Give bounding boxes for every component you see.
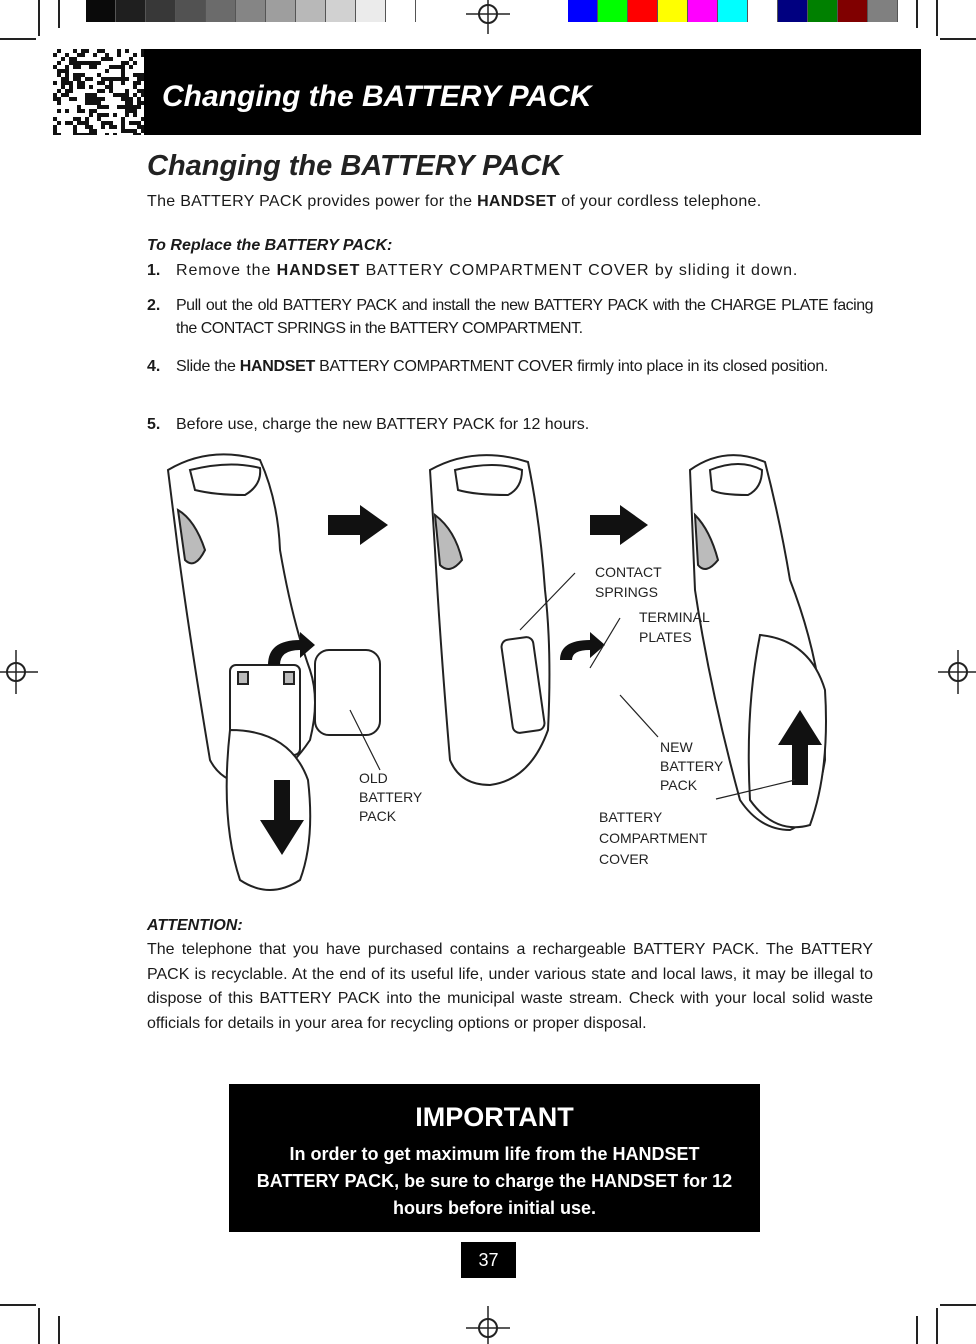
step-number: 2.: [147, 297, 161, 314]
step-number: 4.: [147, 358, 161, 375]
label-contact-springs-1: CONTACT: [595, 564, 662, 580]
step-item: [147, 259, 873, 283]
intro-paragraph: The BATTERY PACK provides power for the HANDSET of your cordless telephone.: [147, 193, 762, 210]
step-number: 5.: [147, 416, 161, 433]
color-swatch: [146, 0, 176, 22]
crop-mark: [0, 1304, 36, 1306]
important-title: IMPORTANT: [415, 1102, 574, 1132]
color-swatch: [838, 0, 868, 22]
step-text: Slide the HANDSET BATTERY COMPARTMENT COVER firmly into place in its closed position.: [176, 358, 829, 375]
battery-replacement-illustration: [150, 440, 850, 910]
crop-mark: [936, 0, 938, 36]
label-cover-2: COMPARTMENT: [599, 830, 708, 846]
color-swatch: [808, 0, 838, 22]
label-new-battery-1: NEW: [660, 739, 693, 755]
color-swatch: [598, 0, 628, 22]
label-contact-springs-2: SPRINGS: [595, 584, 659, 600]
step-text: Pull out the old BATTERY PACK and install the new BATTERY PACK with the CHARGE PLATE facing the CONTACT SPRINGS in the BATTERY COMPARTMENT.: [176, 297, 873, 337]
step-item: [147, 294, 873, 342]
label-new-battery-3: PACK: [660, 777, 698, 793]
step-item: [147, 355, 873, 403]
step-number: 1.: [147, 262, 161, 279]
crop-mark: [940, 38, 976, 40]
crop-mark: [936, 1308, 938, 1344]
important-notice: [229, 1084, 760, 1232]
old-battery-pack: [315, 650, 380, 735]
color-swatch: [206, 0, 236, 22]
label-terminal-plates-2: PLATES: [639, 629, 692, 645]
color-swatch: [568, 0, 598, 22]
label-old-battery-3: PACK: [359, 808, 397, 824]
attention-heading: ATTENTION:: [147, 917, 243, 934]
attention-paragraph: The telephone that you have purchased contains a rechargeable BATTERY PACK. The BATTERY PACK is recyclable. At the end of its useful life, under various state and local laws, it may be illegal to dispose of this BATTERY PACK into the municipal waste stream. Check with your local solid waste officials for details in your area for recycling options or proper disposal.: [147, 941, 873, 1032]
crop-mark: [38, 1308, 40, 1344]
step-text: Before use, charge the new BATTERY PACK for 12 hours.: [176, 416, 590, 433]
color-swatch: [658, 0, 688, 22]
color-swatch: [356, 0, 386, 22]
crop-mark: [38, 0, 40, 36]
step-item: [147, 413, 873, 437]
label-cover-1: BATTERY: [599, 809, 663, 825]
crop-mark: [916, 1316, 918, 1344]
crop-mark: [940, 1304, 976, 1306]
decorative-pattern-icon: [53, 49, 144, 135]
label-new-battery-2: BATTERY: [660, 758, 724, 774]
section-title: Changing the BATTERY PACK: [147, 150, 563, 182]
color-swatch: [748, 0, 778, 22]
color-swatch: [386, 0, 416, 22]
registration-mark-left: [0, 650, 38, 694]
replace-subheading: To Replace the BATTERY PACK:: [147, 237, 393, 254]
important-text: In order to get maximum life from the HANDSET BATTERY PACK, be sure to charge the HANDSET for 12 hours before initial use.: [256, 1144, 733, 1218]
page-number: 37: [461, 1242, 516, 1278]
handset-2: [430, 455, 549, 785]
label-old-battery-1: OLD: [359, 770, 388, 786]
curved-arrow-icon: [560, 632, 605, 660]
crop-mark: [58, 1316, 60, 1344]
step-text: Remove the HANDSET BATTERY COMPARTMENT COVER by sliding it down.: [176, 262, 799, 279]
color-swatch: [86, 0, 116, 22]
registration-mark-top: [466, 0, 510, 34]
color-swatch: [628, 0, 658, 22]
color-calibration-bar: [568, 0, 898, 22]
color-swatch: [868, 0, 898, 22]
label-terminal-plates-1: TERMINAL: [639, 609, 710, 625]
color-swatch: [326, 0, 356, 22]
crop-mark: [58, 0, 60, 28]
color-swatch: [778, 0, 808, 22]
color-swatch: [116, 0, 146, 22]
color-swatch: [266, 0, 296, 22]
label-old-battery-2: BATTERY: [359, 789, 423, 805]
color-swatch: [176, 0, 206, 22]
color-swatch: [236, 0, 266, 22]
color-swatch: [688, 0, 718, 22]
arrow-right-icon: [590, 505, 648, 545]
registration-mark-bottom: [466, 1306, 510, 1344]
crop-mark: [916, 0, 918, 28]
crop-mark: [0, 38, 36, 40]
arrow-right-icon: [328, 505, 388, 545]
color-swatch: [718, 0, 748, 22]
color-swatch: [296, 0, 326, 22]
registration-mark-right: [938, 650, 976, 694]
label-cover-3: COVER: [599, 851, 649, 867]
header-title: Changing the BATTERY PACK: [162, 80, 592, 113]
grayscale-calibration-bar: [86, 0, 416, 22]
